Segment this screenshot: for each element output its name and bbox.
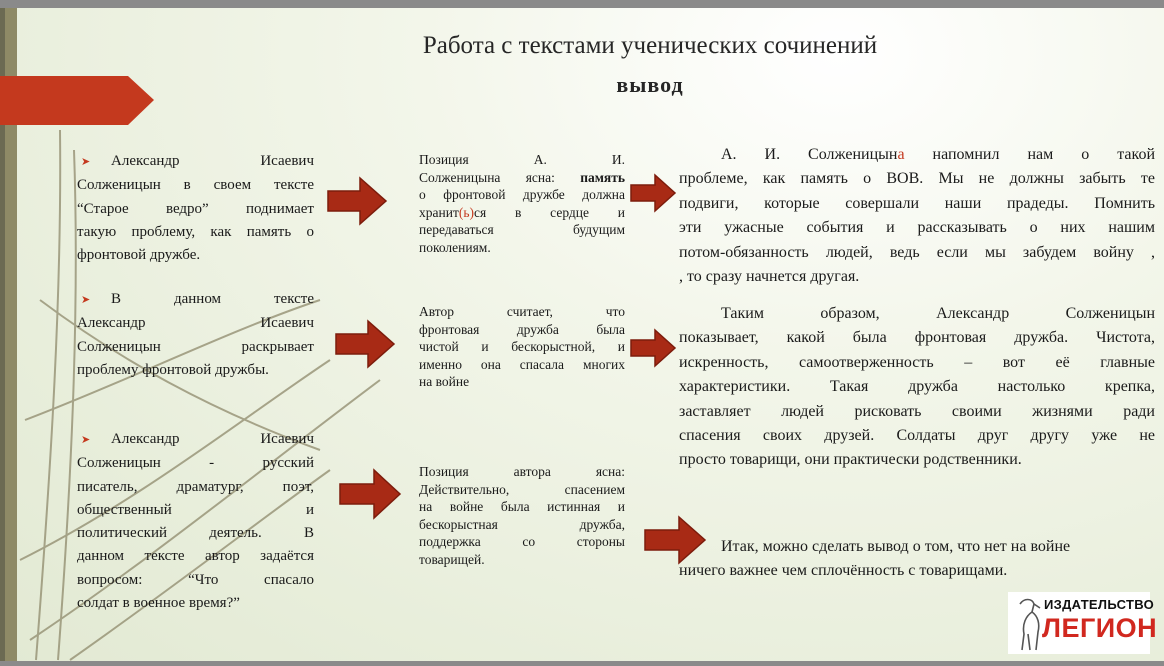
legion-horse-icon [1012,594,1046,654]
text-line: на войне была истинная и [419,499,625,514]
right-arrow-icon [629,173,677,213]
text-line: фронтовой дружбе. [77,247,201,264]
text-line: спасения своих друзей. Солдаты друг другу уже не [679,427,1155,445]
text-line: ничего важнее чем сплочённость с товарищами. [679,562,1008,580]
text-line: чистой и бескорыстной, и [419,339,625,354]
text-line: о фронтовой дружбе должна [419,187,625,202]
text-line: Александр Исаевич [111,153,314,169]
text-line: Позиция А. И. [419,152,625,167]
right-arrow-icon [326,176,388,226]
right-paragraph-2 [679,302,1155,473]
text-line: проблеме, как память о ВОВ. Мы не должны забыть те [679,170,1155,188]
left-paragraph-2 [77,288,314,382]
right-paragraph-3 [679,535,1155,584]
text-line: такую проблему, как память о [77,223,314,240]
left-paragraph-1 [77,150,314,267]
text-line: на войне [419,374,470,389]
text-line: товарищей. [419,551,485,567]
text-line: искренность, самоотверженность – вот её главные [679,353,1155,371]
text-line: Солженицын в своем тексте [77,177,314,194]
middle-paragraph-1 [419,151,625,256]
text-line: писатель, драматург, поэт, [77,478,314,495]
logo-line-2: ЛЕГИОН [1042,613,1158,643]
text-line: бескорыстная дружба, [419,516,625,532]
text-line: показывает, какой была фронтовая дружба. Чистота, [679,329,1155,347]
middle-paragraph-2 [419,303,625,391]
text-line: Позиция автора ясна: [419,464,625,479]
text-line: В данном тексте [111,291,314,307]
text-line: потом-обязанность людей, ведь если мы забудем войну , [679,243,1155,261]
text-line: Солженицын раскрывает [77,338,314,355]
text-line: солдат в военное время?” [77,595,240,612]
text-line: политический деятель. В [77,525,314,542]
text-line: общественный и [77,501,314,518]
title-flag [0,76,154,125]
text-line: вопросом: “Что спасало [77,571,314,588]
text-line: характеристики. Такая дружба настолько крепка, [679,378,1155,396]
text-line: Солженицын - русский [77,455,314,472]
text-line: Автор считает, что [419,304,625,319]
right-arrow-icon [629,328,677,368]
text-line: Действительно, спасением [419,481,625,497]
logo-line-1: ИЗДАТЕЛЬСТВО [1044,597,1155,612]
right-arrow-icon [338,468,402,520]
text-line: хранит(ь)ся в сердце и [419,204,625,220]
arrow-bullet-icon: ➤ [81,156,91,168]
right-arrow-icon [334,319,396,369]
text-line: Солженицына ясна: память [419,169,625,185]
page-subtitle: вывод [616,72,684,97]
text-line: “Старое ведро” поднимает [77,200,314,217]
text-line: А. И. Солженицына напомнил нам о такой [721,146,1156,163]
text-line: подвиги, которые совершали наши прадеды. Помнить [679,194,1155,212]
right-paragraph-1 [679,143,1155,289]
left-paragraph-3 [77,428,314,615]
text-line: данном тексте автор задаётся [77,548,314,565]
text-line: , то сразу начнется другая. [679,268,860,286]
arrow-bullet-icon: ➤ [81,294,91,306]
page-title: Работа с текстами ученических сочинений [422,32,878,59]
text-line: поколениям. [419,239,491,255]
publisher-logo [1008,592,1158,654]
text-line: фронтовая дружба была [419,321,625,337]
text-line: Итак, можно сделать вывод о том, что нет на войне [721,538,1071,555]
text-line: эти ужасные события и рассказывать о них нашим [679,219,1155,237]
text-line: просто товарищи, они практически родственники. [679,451,1022,469]
arrow-bullet-icon: ➤ [81,434,91,446]
text-line: заставляет людей рисковать своими жизнями ради [679,402,1155,420]
middle-paragraph-3 [419,463,625,568]
text-line: проблему фронтовой дружбы. [77,361,269,378]
text-line: Таким образом, Александр Солженицын [721,305,1155,322]
text-line: Александр Исаевич [77,315,314,332]
text-line: поддержка со стороны [419,534,625,549]
text-line: именно она спасала многих [419,356,625,372]
text-line: Александр Исаевич [111,431,314,447]
text-line: передаваться будущим [419,222,625,237]
